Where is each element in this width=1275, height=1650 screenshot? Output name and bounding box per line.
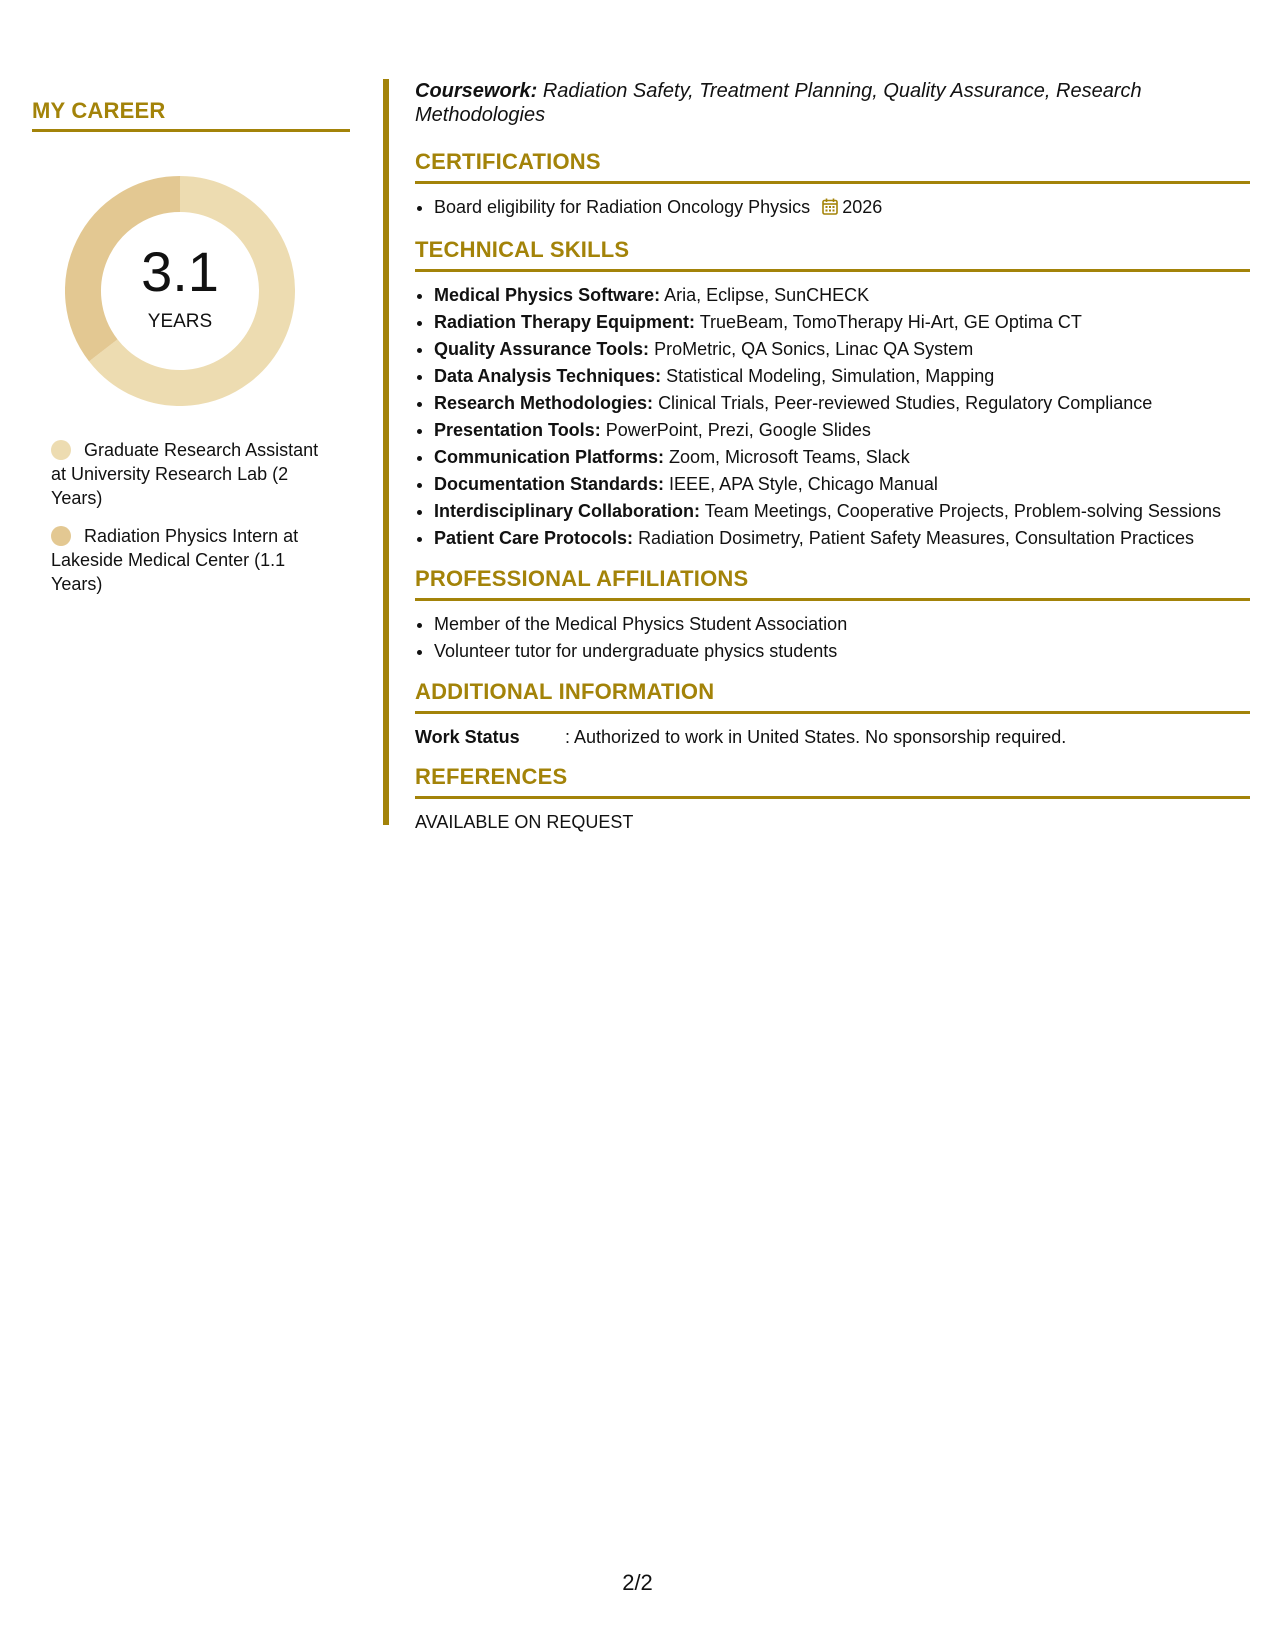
skill-label: Documentation Standards: <box>434 474 665 494</box>
coursework-text: Radiation Safety, Treatment Planning, Quality Assurance, Research Methodologies <box>415 80 1142 126</box>
right-column <box>415 79 1250 849</box>
affiliation-item: • Volunteer tutor for undergraduate physics students <box>434 638 1250 665</box>
references-heading: REFERENCES <box>415 764 1250 799</box>
skill-item <box>434 444 1250 471</box>
skill-value: ProMetric, QA Sonics, Linac QA System <box>654 339 974 359</box>
work-status-key: Work Status <box>415 727 520 747</box>
skill-label: Interdisciplinary Collaboration: <box>434 501 701 521</box>
calendar-icon <box>822 196 838 223</box>
additional-heading: ADDITIONAL INFORMATION <box>415 679 1250 714</box>
skill-label: Research Methodologies: <box>434 393 654 413</box>
skills-section <box>415 237 1250 552</box>
skill-value: Radiation Dosimetry, Patient Safety Measures, Consultation Practices <box>638 528 1194 548</box>
skill-value: Statistical Modeling, Simulation, Mapping <box>666 366 995 386</box>
skill-value: TrueBeam, TomoTherapy Hi-Art, GE Optima CT <box>699 312 1082 332</box>
references-section <box>415 764 1250 835</box>
certification-name: Board eligibility for Radiation Oncology Physics <box>434 197 811 217</box>
work-status-value: : Authorized to work in United States. No sponsorship required. <box>565 727 1067 747</box>
affiliations-section <box>415 566 1250 665</box>
skill-value: IEEE, APA Style, Chicago Manual <box>669 474 938 494</box>
skill-label: Communication Platforms: <box>434 447 665 467</box>
coursework-label: Coursework: <box>415 80 538 102</box>
skill-label: Patient Care Protocols: <box>434 528 634 548</box>
skill-label: Data Analysis Techniques: <box>434 366 662 386</box>
certifications-section <box>415 149 1250 223</box>
skill-item <box>434 390 1250 417</box>
skill-item <box>434 417 1250 444</box>
career-heading: MY CAREER <box>32 98 350 132</box>
skill-label: Quality Assurance Tools: <box>434 339 650 359</box>
skill-label: Medical Physics Software: <box>434 285 661 305</box>
skill-item <box>434 525 1250 552</box>
skill-label: Radiation Therapy Equipment: <box>434 312 696 332</box>
left-column <box>32 98 350 610</box>
skill-item <box>434 498 1250 525</box>
career-item <box>51 438 331 510</box>
affiliation-item: • Member of the Medical Physics Student Association <box>434 611 1250 638</box>
career-item-label: Graduate Research Assistant at University Research Lab (2 Years) <box>51 440 319 508</box>
skill-value: Clinical Trials, Peer-reviewed Studies, Regulatory Compliance <box>658 393 1153 413</box>
skill-label: Presentation Tools: <box>434 420 601 440</box>
affiliations-list <box>415 611 1250 665</box>
work-status-row <box>415 724 1250 750</box>
career-total: 3.1 <box>141 240 219 303</box>
career-dot-icon <box>51 440 71 460</box>
skill-value: Zoom, Microsoft Teams, Slack <box>669 447 910 467</box>
career-item-label: Radiation Physics Intern at Lakeside Medical Center (1.1 Years) <box>51 526 299 594</box>
certifications-list <box>415 194 1250 223</box>
affiliations-heading: PROFESSIONAL AFFILIATIONS <box>415 566 1250 601</box>
career-donut-chart <box>65 176 295 406</box>
career-item <box>51 524 331 596</box>
skill-item <box>434 282 1250 309</box>
skill-value: Aria, Eclipse, SunCHECK <box>664 285 870 305</box>
certification-year: 2026 <box>842 197 883 217</box>
certification-item <box>434 194 1250 223</box>
skill-item <box>434 309 1250 336</box>
skills-heading: TECHNICAL SKILLS <box>415 237 1250 272</box>
skill-item <box>434 471 1250 498</box>
skills-list <box>415 282 1250 552</box>
references-text: AVAILABLE ON REQUEST <box>415 812 634 832</box>
career-unit: YEARS <box>147 311 213 332</box>
career-dot-icon <box>51 526 71 546</box>
additional-section <box>415 679 1250 750</box>
skill-item <box>434 363 1250 390</box>
coursework <box>415 79 1250 127</box>
skill-value: PowerPoint, Prezi, Google Slides <box>605 420 871 440</box>
career-list <box>32 438 350 596</box>
certifications-heading: CERTIFICATIONS <box>415 149 1250 184</box>
column-divider <box>383 79 389 825</box>
page-number: 2/2 <box>622 1570 653 1595</box>
skill-value: Team Meetings, Cooperative Projects, Problem-solving Sessions <box>704 501 1221 521</box>
skill-item <box>434 336 1250 363</box>
